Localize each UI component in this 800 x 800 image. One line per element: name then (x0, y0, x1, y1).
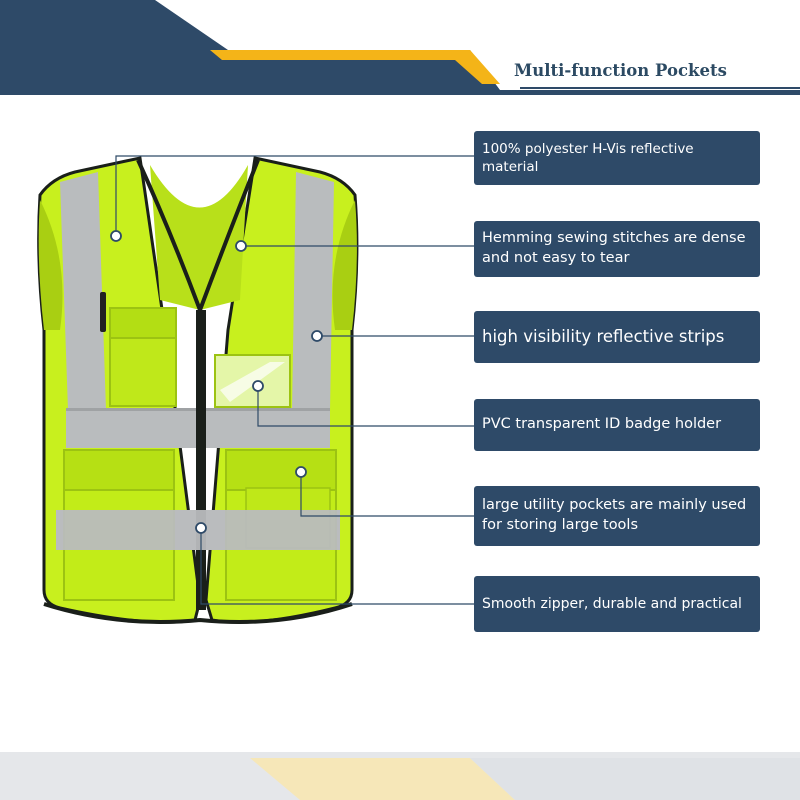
page-title: Multi-function Pockets (514, 61, 727, 80)
feature-label-badge-holder: PVC transparent ID badge holder (474, 399, 760, 451)
feature-label-material: 100% polyester H-Vis reflective material (474, 131, 760, 185)
feature-label-stitches: Hemming sewing stitches are dense and not easy to tear (474, 221, 760, 277)
feature-label-pockets: large utility pockets are mainly used for storing large tools (474, 486, 760, 546)
pen-icon (100, 292, 106, 332)
zipper (196, 310, 206, 610)
feature-label-strips: high visibility reflective strips (474, 311, 760, 363)
header-banner (0, 0, 800, 95)
reflective-strip-left (60, 172, 106, 410)
vest-illustration (0, 120, 470, 680)
vest-graphic (0, 120, 470, 680)
header-banner-graphic (0, 0, 800, 95)
footer-banner-graphic (0, 748, 800, 800)
footer-banner (0, 748, 800, 800)
reflective-strip-right (292, 172, 334, 410)
feature-label-zipper: Smooth zipper, durable and practical (474, 576, 760, 632)
